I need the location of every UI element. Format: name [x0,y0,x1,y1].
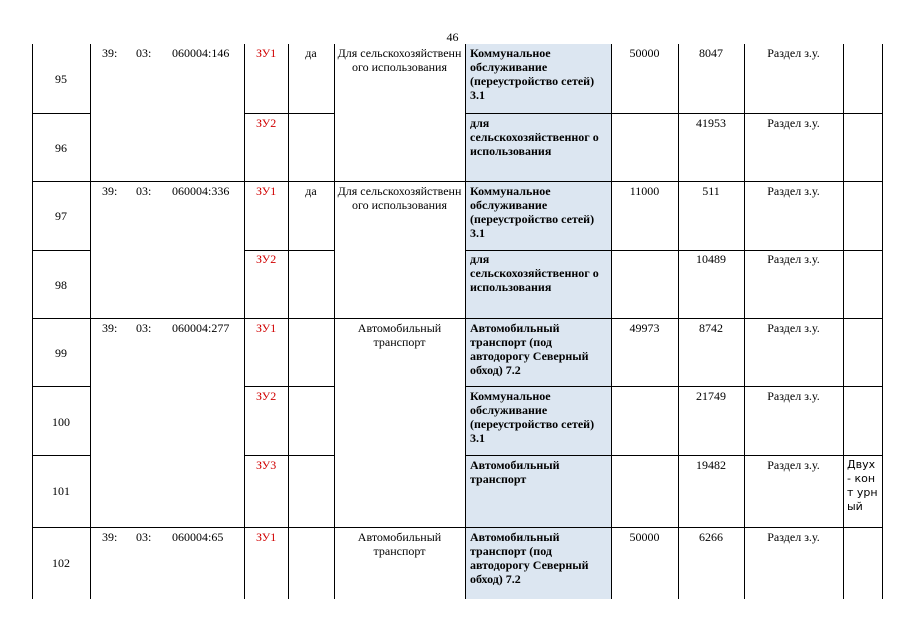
row-line [465,386,882,387]
permitted-use: Коммунальное обслуживание (переустройство сетей) 3.1 [470,184,595,240]
row-line [244,386,334,387]
row-number: 102 [52,556,70,570]
row-line [465,113,882,114]
land-plot-table [32,44,882,599]
action: Раздел з.у. [767,321,820,335]
zu-label: ЗУ1 [256,46,277,60]
zu-label: ЗУ3 [256,458,277,472]
permitted-use: Коммунальное обслуживание (переустройство сетей) 3.1 [470,46,595,102]
zu-label: ЗУ1 [256,321,277,335]
kad-district: 03: [136,530,152,544]
kad-region: 39: [102,530,118,544]
zu-label: ЗУ2 [256,116,277,130]
row-line [32,181,882,182]
row-line [244,455,334,456]
row-line [244,250,334,251]
row-number: 101 [52,484,70,498]
permitted-use: для сельскохозяйственног о использования [470,116,599,158]
row-line [32,455,90,456]
col-line [32,44,33,599]
zu-label: ЗУ1 [256,184,277,198]
col-line [882,44,883,599]
row-number: 95 [55,72,67,86]
row-line [32,250,90,251]
action: Раздел з.у. [767,116,820,130]
row-number: 97 [55,209,67,223]
permitted-use: Автомобильный транспорт (под автодорогу Северный обход) 7.2 [470,530,589,586]
kad-number: 060004:146 [172,46,230,60]
page-number: 46 [446,30,459,44]
permitted-use: Автомобильный транспорт (под автодорогу Северный обход) 7.2 [470,321,589,377]
flag: да [305,184,317,198]
row-line [32,113,90,114]
kad-district: 03: [136,321,152,335]
row-number: 100 [52,415,70,429]
category: Автомобильный транспорт [357,530,442,558]
permitted-use: Коммунальное обслуживание (переустройство сетей) 3.1 [470,389,595,445]
action: Раздел з.у. [767,184,820,198]
kad-number: 060004:277 [172,321,230,335]
row-line [244,113,334,114]
zu-label: ЗУ2 [256,389,277,403]
col-line [465,44,466,599]
kad-district: 03: [136,184,152,198]
zu-label: ЗУ1 [256,530,277,544]
note: Двух - конт урн ый [847,458,878,513]
action: Раздел з.у. [767,389,820,403]
kad-number: 060004:336 [172,184,230,198]
part-area: 8742 [699,321,723,335]
total-area: 49973 [629,321,660,335]
category: Автомобильный транспорт [357,321,442,349]
category: Для сельскохозяйственн ого использования [337,184,462,212]
row-line [465,250,882,251]
action: Раздел з.у. [767,458,820,472]
col-line [288,44,289,599]
action: Раздел з.у. [767,530,820,544]
part-area: 19482 [696,458,726,472]
permitted-use: Автомобильный транспорт [470,458,560,486]
row-line [465,455,882,456]
part-area: 10489 [696,252,726,266]
part-area: 8047 [699,46,723,60]
action: Раздел з.у. [767,46,820,60]
row-line [32,386,90,387]
flag: да [305,46,317,60]
part-area: 41953 [696,116,726,130]
row-number: 99 [55,346,67,360]
col-line [90,44,91,599]
kad-region: 39: [102,184,118,198]
col-line [843,44,844,599]
kad-number: 060004:65 [172,530,224,544]
action: Раздел з.у. [767,252,820,266]
category: Для сельскохозяйственн ого использования [337,46,462,74]
row-line [32,527,882,528]
permitted-use: для сельскохозяйственног о использования [470,252,599,294]
total-area: 11000 [629,184,660,198]
kad-district: 03: [136,46,152,60]
zu-label: ЗУ2 [256,252,277,266]
part-area: 21749 [696,389,726,403]
part-area: 6266 [699,530,723,544]
row-number: 98 [55,278,67,292]
kad-region: 39: [102,46,118,60]
row-line [32,318,882,319]
row-number: 96 [55,141,67,155]
total-area: 50000 [629,46,660,60]
col-line [244,44,245,599]
kad-region: 39: [102,321,118,335]
part-area: 511 [702,184,720,198]
total-area: 50000 [629,530,660,544]
